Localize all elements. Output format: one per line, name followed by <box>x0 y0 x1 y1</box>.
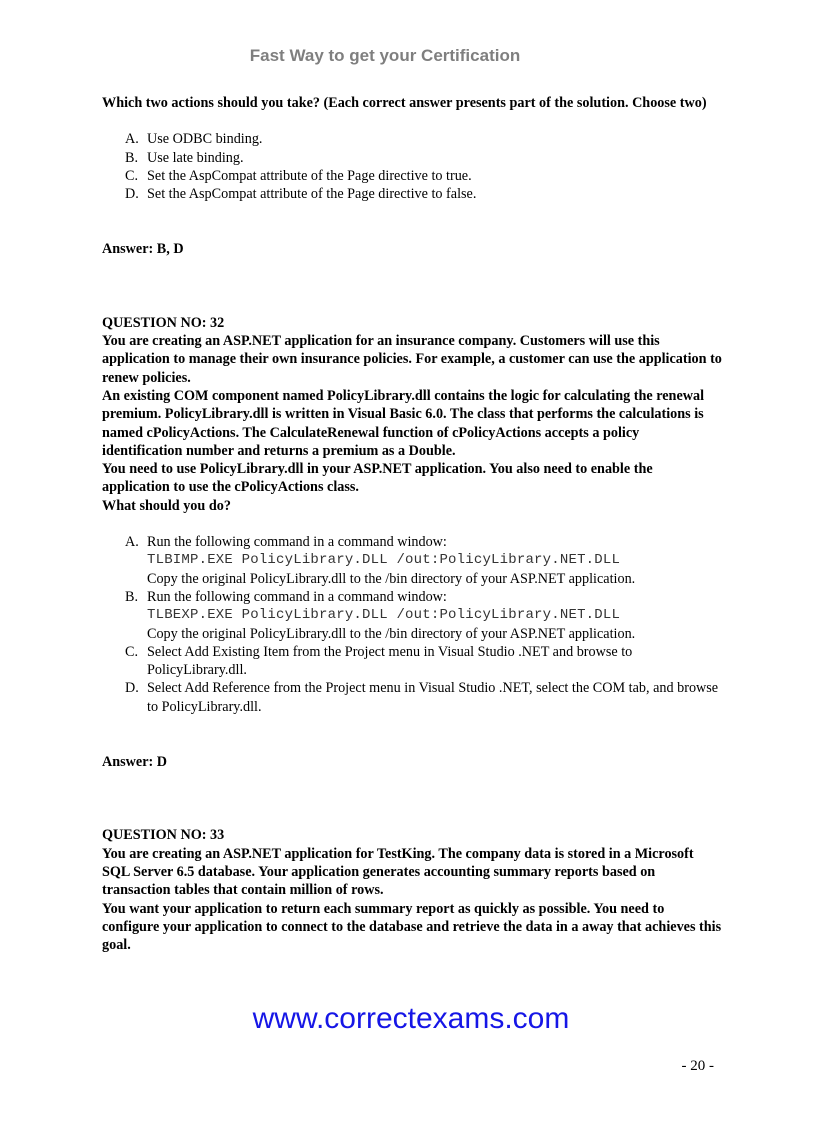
command-code: TLBEXP.EXE PolicyLibrary.DLL /out:PolicyLibrary.NET.DLL <box>147 607 621 624</box>
website-link[interactable]: www.correctexams.com <box>252 1002 570 1035</box>
option-d <box>102 185 722 203</box>
option-b <box>102 149 722 167</box>
option-letter: C. <box>125 643 139 660</box>
option-a <box>102 533 722 588</box>
question-prompt: What should you do? <box>102 497 231 514</box>
option-text: Select Add Reference from the Project menu in Visual Studio .NET, select the COM tab, and browse to PolicyLibrary.dll. <box>147 680 719 715</box>
answer-line: Answer: B, D <box>102 241 184 258</box>
page-header: Fast Way to get your Certification <box>249 46 521 65</box>
option-d <box>102 679 722 716</box>
option-letter: D. <box>125 680 139 697</box>
option-letter: C. <box>125 167 139 184</box>
option-c <box>102 643 722 680</box>
option-text: Copy the original PolicyLibrary.dll to the /bin directory of your ASP.NET application. <box>147 625 636 642</box>
question-paragraph: You are creating an ASP.NET application for an insurance company. Customers will use this application to manage their own insurance policies. For example, a customer can use the application to renew policies. <box>102 333 722 386</box>
page-content <box>102 94 722 954</box>
question-paragraph: An existing COM component named PolicyLibrary.dll contains the logic for calculating the renewal premium. PolicyLibrary.dll is written in Visual Basic 6.0. The class that performs the calculations is named cPolicyActions. The CalculateRenewal function of cPolicyActions accepts a policy identification number and returns a premium as a Double. <box>102 387 705 459</box>
option-letter: B. <box>125 149 139 166</box>
option-letter: B. <box>125 588 139 605</box>
option-text: Set the AspCompat attribute of the Page directive to true. <box>147 167 472 184</box>
option-c <box>102 167 722 185</box>
option-letter: A. <box>125 534 139 551</box>
question-heading: QUESTION NO: 33 <box>102 827 225 844</box>
option-text: Copy the original PolicyLibrary.dll to the /bin directory of your ASP.NET application. <box>147 570 636 587</box>
question-paragraph: You want your application to return each summary report as quickly as possible. You need to configure your application to connect to the database and retrieve the data in a away that achieves this goal. <box>102 900 722 954</box>
option-text: Use late binding. <box>147 149 244 166</box>
option-text: Set the AspCompat attribute of the Page directive to false. <box>147 186 477 203</box>
option-letter: A. <box>125 131 139 148</box>
option-a <box>102 130 722 148</box>
option-letter: D. <box>125 186 139 203</box>
option-text: Run the following command in a command window: <box>147 588 447 605</box>
question-prompt: Which two actions should you take? (Each correct answer presents part of the solution. Choose two) <box>102 95 707 111</box>
question-heading: QUESTION NO: 32 <box>102 314 225 331</box>
option-b <box>102 588 722 643</box>
page-number: - 20 - <box>681 1058 714 1074</box>
answer-options <box>102 130 722 203</box>
option-text: Select Add Existing Item from the Project menu in Visual Studio .NET and browse to PolicyLibrary.dll. <box>147 643 633 679</box>
answer-line: Answer: D <box>102 754 168 771</box>
command-code: TLBIMP.EXE PolicyLibrary.DLL /out:PolicyLibrary.NET.DLL <box>147 552 621 569</box>
option-text: Run the following command in a command window: <box>147 534 447 551</box>
question-paragraph: You are creating an ASP.NET application for TestKing. The company data is stored in a Microsoft SQL Server 6.5 database. Your application generates accounting summary reports based on transaction tables that contain million of rows. <box>102 845 694 899</box>
answer-options <box>102 533 722 716</box>
question-paragraph: You need to use PolicyLibrary.dll in your ASP.NET application. You also need to enable the application to use the cPolicyActions class. <box>102 461 653 496</box>
option-text: Use ODBC binding. <box>147 131 263 148</box>
